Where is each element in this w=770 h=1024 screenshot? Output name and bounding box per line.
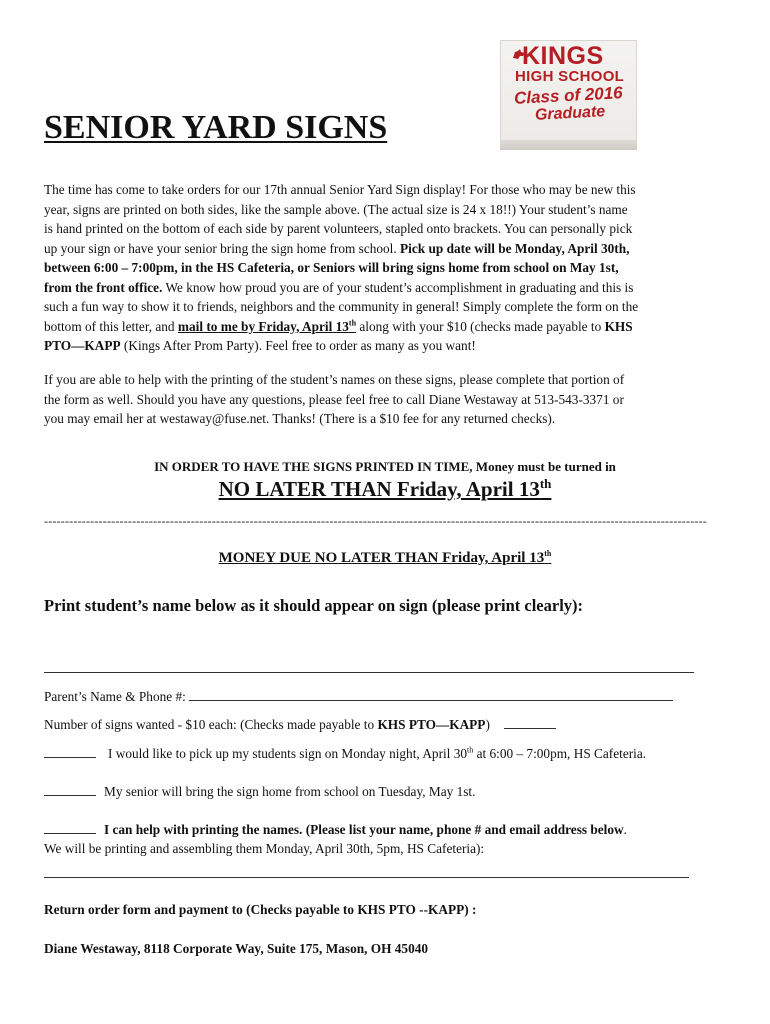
parent-row (44, 688, 673, 706)
option-senior-row (44, 783, 475, 801)
logo-kings: KINGS (522, 42, 604, 70)
return-address: Diane Westaway, 8118 Corporate Way, Suite 175, Mason, OH 45040 (44, 941, 429, 956)
payee-khs: KHS (604, 318, 633, 334)
intro-paragraph (44, 180, 729, 356)
help-line: If you are able to help with the printing of the student’s names on these signs, please complete that portion of (44, 372, 625, 387)
front-office: from the front office. (44, 279, 163, 295)
money-due-text: MONEY DUE NO LATER THAN Friday, April 13 (218, 550, 545, 566)
print-name-heading: Print student’s name below as it should appear on sign (please print clearly): (44, 596, 584, 615)
help-line: you may email her at westaway@fuse.net. Thanks! (There is a $10 fee for any returned checks). (44, 411, 556, 426)
payee-pto: PTO—KAPP (44, 338, 121, 353)
intro-line (44, 336, 729, 356)
option-help-note: We will be printing and assembling them Monday, April 30th, 5pm, HS Cafeteria): (44, 841, 485, 856)
intro-line (44, 239, 729, 259)
option-pickup-sup: th (467, 745, 474, 755)
intro-line: year, signs are printed on both sides, like the sample above. (The actual size is 24 x 18!!) Your student’s name (44, 201, 628, 217)
option-senior-field[interactable] (44, 783, 96, 796)
pickup-date: Pick up date will be Monday, April 30th, (400, 240, 630, 256)
option-help-label: I can help with printing the names. (Please list your name, phone # and email address below (104, 822, 624, 837)
mail-deadline-sup: th (348, 318, 357, 328)
mail-deadline (178, 319, 356, 334)
intro-line: The time has come to take orders for our 17th annual Senior Yard Sign display! For those who may be new this (44, 182, 636, 197)
signs-label-end: ) (485, 717, 490, 732)
signs-payee: KHS PTO—KAPP (377, 717, 486, 732)
intro-text: bottom of this letter, and (44, 318, 178, 334)
signs-row (44, 716, 556, 734)
helper-info-line[interactable] (44, 877, 689, 878)
student-name-line[interactable] (44, 672, 694, 673)
option-pickup-label-end: at 6:00 – 7:00pm, HS Cafeteria. (473, 746, 647, 761)
page-title: SENIOR YARD SIGNS (44, 109, 388, 146)
logo-class-year: Class of 2016 (513, 83, 624, 108)
intro-line: is hand printed on the bottom of each side by parent volunteers, stapled onto brackets. You can personally pick (44, 221, 633, 236)
option-help-row (44, 821, 627, 839)
intro-text: along with your $10 (checks made payable to (356, 318, 605, 334)
intro-line (44, 278, 729, 298)
deadline-text: NO LATER THAN Friday, April 13 (218, 477, 540, 501)
mail-deadline-text: mail to me by Friday, April 13 (177, 318, 349, 334)
intro-text: (Kings After Prom Party). Feel free to order as many as you want! (120, 338, 476, 353)
signs-label: Number of signs wanted - $10 each: (Checks made payable to (44, 717, 378, 732)
option-pickup-label: I would like to pick up my students sign on Monday night, April 30 (108, 746, 468, 761)
logo-graduate: Graduate (534, 103, 606, 124)
help-line: the form as well. Should you have any questions, please feel free to call Diane Westaway at 513-543-3371 or (44, 391, 624, 407)
pickup-details: between 6:00 – 7:00pm, in the HS Cafeteria, or Seniors will bring signs home from school on May 1st, (44, 260, 619, 275)
option-help-period: . (623, 822, 627, 837)
option-senior-label: My senior will bring the sign home from school on Tuesday, May 1st. (104, 784, 476, 799)
money-due-sup: th (544, 549, 552, 558)
intro-line (44, 317, 729, 337)
parent-name-phone-field[interactable] (189, 688, 673, 701)
deadline-banner (0, 477, 770, 502)
logo-high-school: HIGH SCHOOL (515, 68, 625, 85)
option-help-field[interactable] (44, 821, 96, 834)
intro-line: such a fun way to show it to friends, neighbors and the community in general! Simply complete the form on the (44, 299, 639, 314)
help-paragraph (44, 370, 729, 429)
option-pickup-field[interactable] (44, 745, 96, 758)
deadline-sup: th (539, 476, 552, 491)
option-pickup-row (44, 745, 646, 763)
kings-logo (500, 40, 637, 150)
return-label: Return order form and payment to (Checks payable to KHS PTO --KAPP) : (44, 902, 477, 917)
logo-sign-bottom (500, 140, 637, 150)
intro-text: We know how proud you are of your student’s accomplishment in graduating and this is (162, 279, 634, 295)
signs-count-field[interactable] (504, 716, 556, 729)
intro-text: up your sign or have your senior bring the sign home from school. (44, 240, 401, 256)
cut-line: -------------------------------------------------------------------------------------------------------------------------------------------------------------- (44, 514, 707, 528)
parent-label: Parent’s Name & Phone #: (44, 689, 190, 704)
deadline-intro: IN ORDER TO HAVE THE SIGNS PRINTED IN TIME, Money must be turned in (154, 459, 616, 474)
money-due-heading (0, 550, 770, 567)
